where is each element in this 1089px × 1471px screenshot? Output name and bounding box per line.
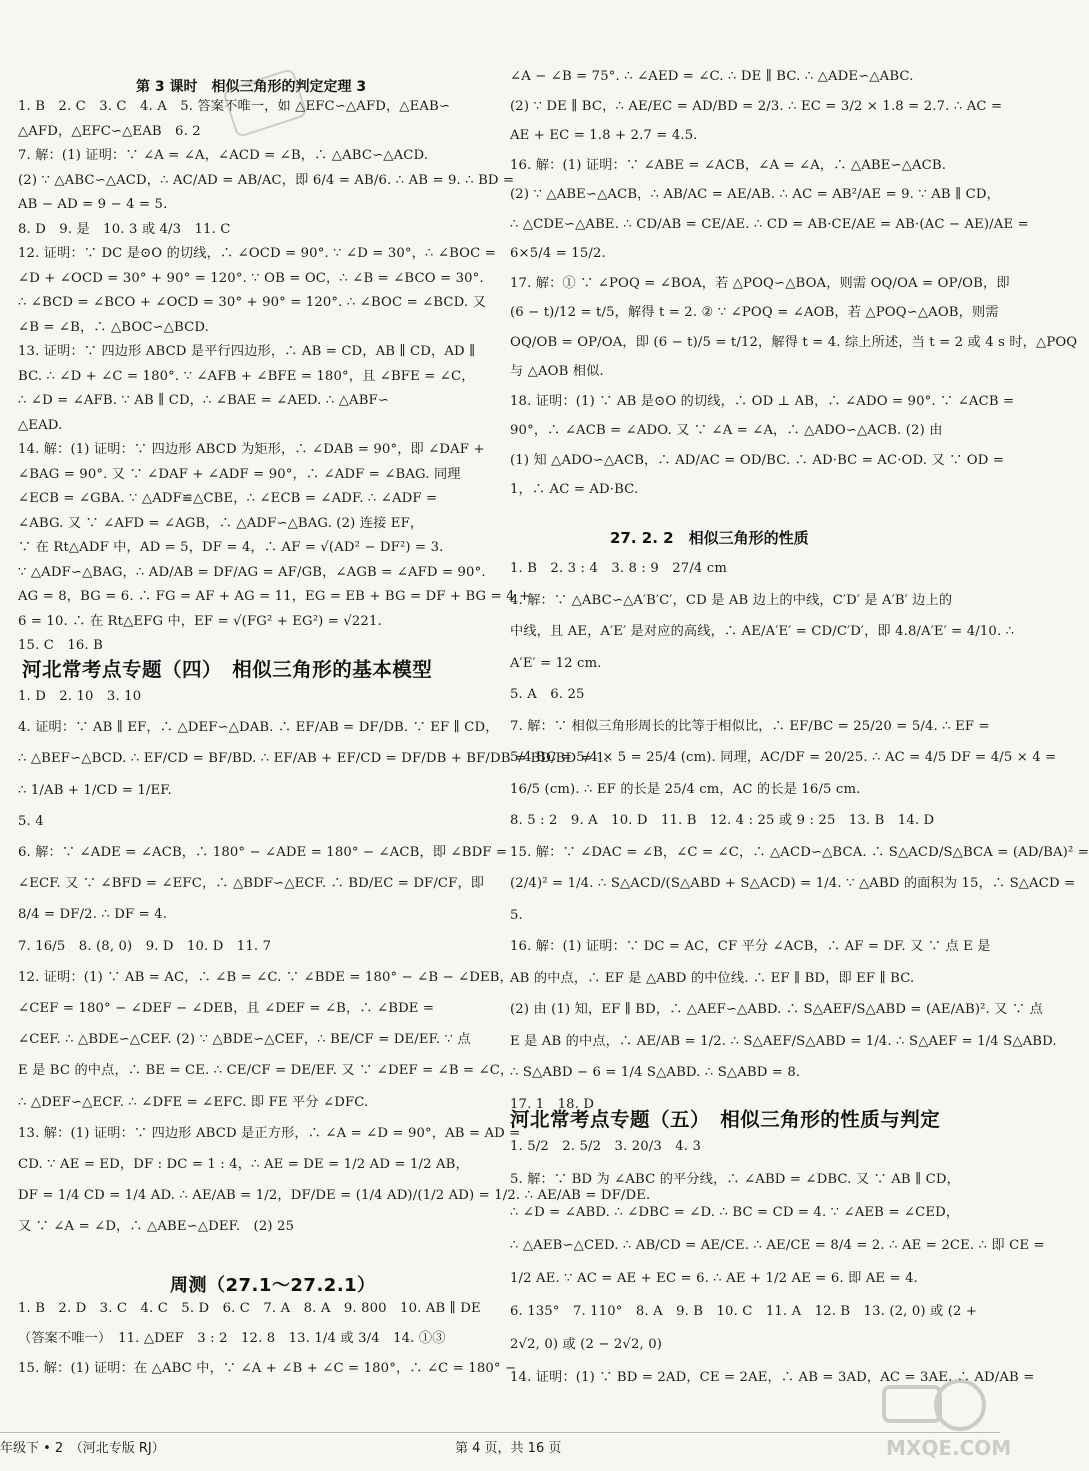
answer-line: 5. xyxy=(510,907,523,923)
answer-line: 15. 解：(1) 证明：在 △ABC 中，∵ ∠A + ∠B + ∠C = 180°，∴ ∠C = 180° − xyxy=(18,1361,517,1376)
answer-line: （答案不唯一） 11. △DEF 3 : 2 12. 8 13. 1/4 或 3/4 14. ①③ xyxy=(18,1331,446,1346)
answer-line: 5. 解：∵ BD 为 ∠ABC 的平分线，∴ ∠ABD = ∠DBC. 又 ∵ AB ∥ CD， xyxy=(510,1172,960,1187)
footer-page-number: 第 4 页，共 16 页 xyxy=(455,1441,562,1456)
section-heading: 27. 2. 2 相似三角形的性质 xyxy=(610,529,809,547)
answer-line: 7. 解：(1) 证明：∵ ∠A = ∠A，∠ACD = ∠B，∴ △ABC∽△ACD. xyxy=(18,148,429,163)
answer-line: 与 △AOB 相似. xyxy=(510,364,604,379)
answer-line: 5. A 6. 25 xyxy=(510,687,585,702)
answer-line: 14. 证明：(1) ∵ BD = 2AD，CE = 2AE，∴ AB = 3AD，AC = 3AE. ∴ AD/AB = xyxy=(510,1370,1035,1385)
answer-line: 15. 解：∵ ∠DAC = ∠B，∠C = ∠C，∴ △ACD∽△BCA. ∴ S△ACD/S△BCA = (AD/BA)² = xyxy=(510,844,1089,860)
answer-line: 1. B 2. 3 : 4 3. 8 : 9 27/4 cm xyxy=(510,561,727,576)
answer-line: 8/4 = DF/2. ∴ DF = 4. xyxy=(18,907,168,923)
answer-line: ∠D + ∠OCD = 30° + 90° = 120°. ∵ OB = OC，∴ ∠B = ∠BCO = 30°. xyxy=(18,270,484,286)
answer-line: ∠BAG = 90°. 又 ∵ ∠DAF + ∠ADF = 90°，∴ ∠ADF = ∠BAG. 同理 xyxy=(18,466,461,482)
answer-line: 4. 证明：∵ AB ∥ EF，∴ △DEF∽△DAB. ∴ EF/AB = DF/DB. ∵ EF ∥ CD， xyxy=(18,720,499,736)
footer-left: 年级下 • 2 （河北专版 RJ） xyxy=(0,1441,165,1456)
answer-line: (2) ∵ △ABC∽△ACD，∴ AC/AD = AB/AC，即 6/4 = AB/6. ∴ AB = 9. ∴ BD = xyxy=(18,172,515,188)
answer-line: ∵ 在 Rt△ADF 中，AD = 5，DF = 4，∴ AF = √(AD² − DF²) = 3. xyxy=(18,540,444,555)
special-topic-4-heading: 河北常考点专题（四） 相似三角形的基本模型 xyxy=(22,658,433,681)
answer-line: AG = 8，BG = 6. ∴ FG = AF + AG = 11，EG = EB + BG = DF + BG = 4 + xyxy=(18,589,531,604)
answer-line: 12. 证明：(1) ∵ AB = AC，∴ ∠B = ∠C. ∵ ∠BDE = 180° − ∠B − ∠DEB， xyxy=(18,969,513,985)
answer-line: ∴ △DEF∽△ECF. ∴ ∠DFE = ∠EFC. 即 FE 平分 ∠DFC. xyxy=(18,1094,369,1110)
answer-line: 17. 解：① ∵ ∠POQ = ∠BOA，若 △POQ∽△BOA，则需 OQ/OA = OP/OB，即 xyxy=(510,275,1010,291)
watermark-text: MXQE.COM xyxy=(886,1436,1012,1460)
answer-line: ∴ S△ABD − 6 = 1/4 S△ABD. ∴ S△ABD = 8. xyxy=(510,1065,801,1080)
answer-line: 7. 16/5 8. (8, 0) 9. D 10. D 11. 7 xyxy=(18,938,272,954)
answer-line: ∴ 1/AB + 1/CD = 1/EF. xyxy=(18,782,172,798)
answer-line: ∴ △CDE∽△ABE. ∴ CD/AB = CE/AE. ∴ CD = AB·CE/AE = AB·(AC − AE)/AE = xyxy=(510,216,1029,232)
answer-line: 6. 解：∵ ∠ADE = ∠ACB，∴ 180° − ∠ADE = 180° − ∠ACB，即 ∠BDF = xyxy=(18,845,508,860)
answer-line: ∴ △BEF∽△BCD. ∴ EF/CD = BF/BD. ∴ EF/AB + EF/CD = DF/DB + BF/DB = BD/BD = 1. xyxy=(18,751,609,767)
answer-line: 90°，∴ ∠ACB = ∠ADO. 又 ∵ ∠A = ∠A，∴ △ADO∽△ACB. (2) 由 xyxy=(510,423,943,438)
answer-line: 1. 5/2 2. 5/2 3. 20/3 4. 3 xyxy=(510,1139,702,1154)
answer-line: ∠CEF = 180° − ∠DEF − ∠DEB，且 ∠DEF = ∠B，∴ ∠BDE = xyxy=(18,1001,435,1016)
answer-line: (6 − t)/12 = t/5，解得 t = 2. ② ∵ ∠POQ = ∠AOB，若 △POQ∽△AOB，则需 xyxy=(510,305,999,320)
answer-line: 14. 解：(1) 证明：∵ 四边形 ABCD 为矩形，∴ ∠DAB = 90°，即 ∠DAF + xyxy=(18,442,485,457)
lesson-heading: 第 3 课时 相似三角形的判定定理 3 xyxy=(136,79,367,95)
answer-line: A′E′ = 12 cm. xyxy=(510,655,602,671)
answer-line: 又 ∵ ∠A = ∠D，∴ △ABE∽△DEF. (2) 25 xyxy=(18,1219,295,1235)
answer-line: 16. 解：(1) 证明：∵ DC = AC，CF 平分 ∠ACB，∴ AF = DF. 又 ∵ 点 E 是 xyxy=(510,939,991,954)
answer-line: (2) 由 (1) 知，EF ∥ BD，∴ △AEF∽△ABD. ∴ S△AEF/S△ABD = (AE/AB)². 又 ∵ 点 xyxy=(510,1002,1043,1017)
answer-line: ∠ECF. 又 ∵ ∠BFD = ∠EFC，∴ △BDF∽△ECF. ∴ BD/EC = DF/CF，即 xyxy=(18,876,485,892)
answer-line: (1) 知 △ADO∽△ACB，∴ AD/AC = OD/BC. ∴ AD·BC = AC·OD. 又 ∵ OD = xyxy=(510,452,1005,468)
special-topic-5-heading: 河北常考点专题（五） 相似三角形的性质与判定 xyxy=(510,1108,941,1131)
answer-line: 13. 解：(1) 证明：∵ 四边形 ABCD 是正方形，∴ ∠A = ∠D = 90°，AB = AD = xyxy=(18,1125,521,1141)
answer-line: 6×5/4 = 15/2. xyxy=(510,246,606,261)
answer-line: 中线，且 AE，A′E′ 是对应的高线，∴ AE/A′E′ = CD/C′D′，即 4.8/A′E′ = 4/10. ∴ xyxy=(510,624,1015,639)
answer-line: 5/4 BC = 5/4 × 5 = 25/4 (cm). 同理，AC/DF = 20/25. ∴ AC = 4/5 DF = 4/5 × 4 = xyxy=(510,750,1057,765)
answer-line: 16. 解：(1) 证明：∵ ∠ABE = ∠ACB，∠A = ∠A，∴ △ABE∽△ACB. xyxy=(510,157,947,173)
answer-line: ∵ △ADF∽△BAG，∴ AD/AB = DF/AG = AF/GB，∠AGB = ∠AFD = 90°. xyxy=(18,564,486,580)
watermark-logo xyxy=(880,1375,1012,1465)
answer-line: 8. 5 : 2 9. A 10. D 11. B 12. 4 : 25 或 9 : 25 13. B 14. D xyxy=(510,813,935,828)
answer-line: OQ/OB = OP/OA，即 (6 − t)/5 = t/12，解得 t = 4. 综上所述，当 t = 2 或 4 s 时，△POQ xyxy=(510,334,1078,350)
answer-line: 12. 证明：∵ DC 是⊙O 的切线，∴ ∠OCD = 90°. ∵ ∠D = 30°，∴ ∠BOC = xyxy=(18,246,496,261)
answer-line: 1. D 2. 10 3. 10 xyxy=(18,689,142,704)
answer-line: 6. 135° 7. 110° 8. A 9. B 10. C 11. A 12. B 13. (2, 0) 或 (2 + xyxy=(510,1304,978,1319)
answer-line: E 是 BC 的中点，∴ BE = CE. ∴ CE/CF = DE/EF. 又 ∵ ∠DEF = ∠B = ∠C， xyxy=(18,1063,514,1079)
answer-line: 13. 证明：∵ 四边形 ABCD 是平行四边形，∴ AB = CD，AB ∥ CD，AD ∥ xyxy=(18,344,476,359)
answer-line: 4. 解：∵ △ABC∽△A′B′C′，CD 是 AB 边上的中线，C′D′ 是 A′B′ 边上的 xyxy=(510,592,953,608)
answer-line: BC. ∴ ∠D + ∠C = 180°. ∵ ∠AFB + ∠BFE = 180°，且 ∠BFE = ∠C， xyxy=(18,368,475,384)
watermark-circle xyxy=(936,1381,984,1429)
answer-line: DF = 1/4 CD = 1/4 AD. ∴ AE/AB = 1/2，DF/DE = (1/4 AD)/(1/2 AD) = 1/2. ∴ AE/AB = DF/DE. xyxy=(18,1188,651,1204)
footer-rule xyxy=(0,1432,1000,1433)
answer-line: △EAD. xyxy=(18,417,63,433)
answer-line: (2) ∵ △ABE∽△ACB，∴ AB/AC = AE/AB. ∴ AC = AB²/AE = 9. ∵ AB ∥ CD， xyxy=(510,187,1000,202)
answer-line: ∠B = ∠B，∴ △BOC∽△BCD. xyxy=(18,319,209,335)
answer-line: 18. 证明：(1) ∵ AB 是⊙O 的切线，∴ OD ⊥ AB，∴ ∠ADO = 90°. ∵ ∠ACB = xyxy=(510,393,1015,409)
answer-line: ∠CEF. ∴ △BDE∽△CEF. (2) ∵ △BDE∽△CEF，∴ BE/CF = DE/EF. ∵ 点 xyxy=(18,1032,471,1048)
answer-line: ∴ ∠BCD = ∠BCO + ∠OCD = 30° + 90° = 120°. ∴ ∠BOC = ∠BCD. 又 xyxy=(18,295,486,310)
answer-line: 1. B 2. C 3. C 4. A 5. 答案不唯一，如 △EFC∽△AFD，△EAB∽ xyxy=(18,99,451,114)
answer-line: 8. D 9. 是 10. 3 或 4/3 11. C xyxy=(18,221,231,237)
answer-line: CD. ∵ AE = ED，DF : DC = 1 : 4，∴ AE = DE = 1/2 AD = 1/2 AB， xyxy=(18,1157,469,1172)
answer-line: 15. C 16. B xyxy=(18,638,103,653)
answer-line: ∴ ∠D = ∠AFB. ∵ AB ∥ CD，∴ ∠BAE = ∠AED. ∴ △ABF∽ xyxy=(18,393,390,408)
answer-line: 1/2 AE. ∵ AC = AE + EC = 6. ∴ AE + 1/2 AE = 6. 即 AE = 4. xyxy=(510,1271,918,1286)
answer-line: ∴ ∠D = ∠ABD. ∴ ∠DBC = ∠D. ∴ BC = CD = 4. ∵ ∠AEB = ∠CED， xyxy=(510,1205,960,1220)
answer-line: 6 = 10. ∴ 在 Rt△EFG 中，EF = √(FG² + EG²) = √221. xyxy=(18,613,382,629)
answer-line: 1，∴ AC = AD·BC. xyxy=(510,482,639,497)
answer-line: 7. 解：∵ 相似三角形周长的比等于相似比，∴ EF/BC = 25/20 = 5/4. ∴ EF = xyxy=(510,718,990,734)
watermark-box xyxy=(884,1387,940,1421)
weekly-test-heading: 周测（27.1～27.2.1） xyxy=(170,1275,376,1296)
answer-line: (2/4)² = 1/4. ∴ S△ACD/(S△ABD + S△ACD) = 1/4. ∵ △ABD 的面积为 15，∴ S△ACD = xyxy=(510,876,1076,891)
answer-line: ∠ABG. 又 ∵ ∠AFD = ∠AGB，∴ △ADF∽△BAG. (2) 连接 EF， xyxy=(18,515,424,531)
answer-line: (2) ∵ DE ∥ BC，∴ AE/EC = AD/BD = 2/3. ∴ EC = 3/2 × 1.8 = 2.7. ∴ AC = xyxy=(510,98,1003,114)
answer-line: 1. B 2. D 3. C 4. C 5. D 6. C 7. A 8. A 9. 800 10. AB ∥ DE xyxy=(18,1301,481,1316)
answer-line: ∴ △AEB∽△CED. ∴ AB/CD = AE/CE. ∴ AE/CE = 8/4 = 2. ∴ AE = 2CE. ∴ 即 CE = xyxy=(510,1238,1045,1253)
answer-line: △AFD，△EFC∽△EAB 6. 2 xyxy=(18,123,201,139)
answer-line: AB 的中点，∴ EF 是 △ABD 的中位线. ∴ EF ∥ BD，即 EF ∥ BC. xyxy=(510,970,915,986)
answer-line: AE + EC = 1.8 + 2.7 = 4.5. xyxy=(510,128,698,143)
answer-line: ∠A − ∠B = 75°. ∴ ∠AED = ∠C. ∴ DE ∥ BC. ∴ △ADE∽△ABC. xyxy=(510,69,914,84)
answer-line: ∠ECB = ∠GBA. ∵ △ADF≌△CBE，∴ ∠ECB = ∠ADF. ∴ ∠ADF = xyxy=(18,491,438,506)
answer-line: E 是 AB 的中点，∴ AE/AB = 1/2. ∴ S△AEF/S△ABD = 1/4. ∴ S△AEF = 1/4 S△ABD. xyxy=(510,1033,1057,1049)
answer-line: 2√2, 0) 或 (2 − 2√2, 0) xyxy=(510,1337,663,1352)
answer-line: 17. 1 18. D xyxy=(510,1096,595,1112)
answer-line: 5. 4 xyxy=(18,813,44,829)
answer-line: AB − AD = 9 − 4 = 5. xyxy=(18,197,168,212)
answer-line: 16/5 (cm). ∴ EF 的长是 25/4 cm，AC 的长是 16/5 cm. xyxy=(510,781,861,797)
